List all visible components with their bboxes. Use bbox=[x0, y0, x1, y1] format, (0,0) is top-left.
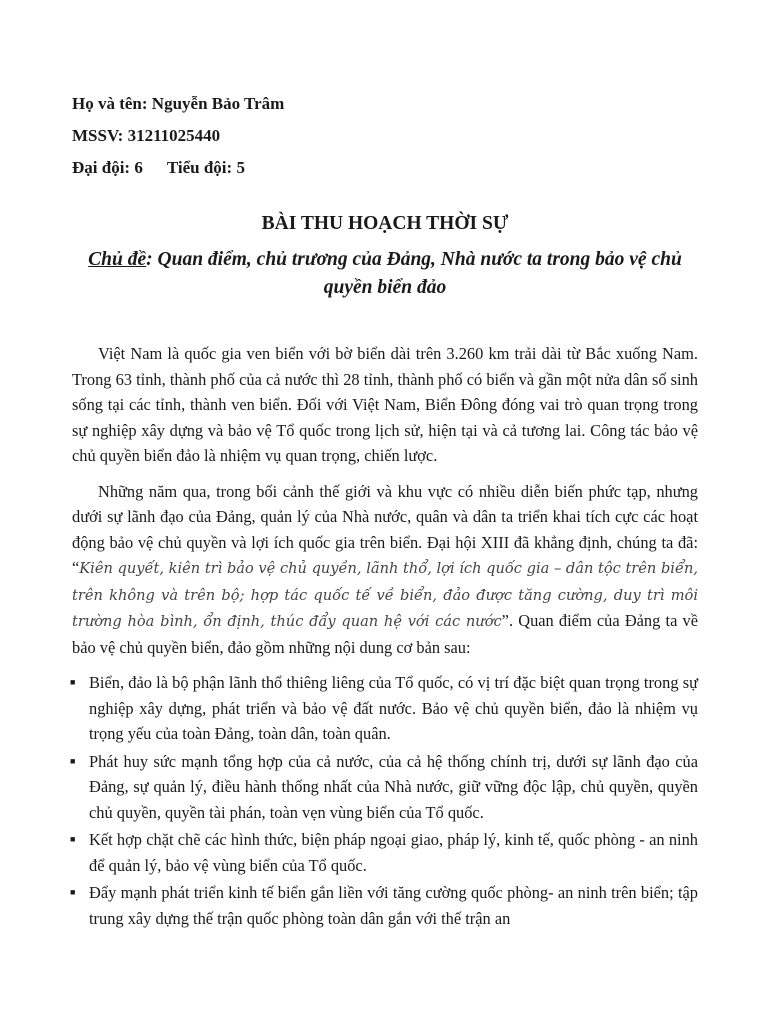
list-item-text: Đẩy mạnh phát triển kinh tế biển gắn liền với tăng cường quốc phòng- an ninh trên biển; tập trung xây dựng thế trận quốc phòng toàn dân gắn với thế trận an bbox=[89, 883, 698, 928]
topic-text: : Quan điểm, chủ trương của Đảng, Nhà nước ta trong bảo vệ chủ quyền biển đảo bbox=[146, 249, 682, 298]
list-item bbox=[72, 749, 698, 826]
student-name-text: Họ và tên: Nguyễn Bảo Trâm bbox=[72, 94, 285, 113]
congress-quote: Kiên quyết, kiên trì bảo vệ chủ quyền, lãnh thổ, lợi ích quốc gia – dân tộc trên biển, trên không và trên bộ; hợp tác quốc tế về biển, đảo được tăng cường, duy trì môi trường hòa bình, ổn định, thúc đẩy quan hệ với các nước bbox=[72, 560, 698, 630]
paragraph-intro: Việt Nam là quốc gia ven biển với bờ biển dài trên 3.260 km trải dài từ Bắc xuống Nam. Trong 63 tỉnh, thành phố của cả nước thì 28 tỉnh, thành phố có biển và gần một nửa dân số sinh sống tại các tỉnh, thành ven biển. Đối với Việt Nam, Biển Đông đóng vai trò quan trọng trong sự nghiệp xây dựng và bảo vệ Tổ quốc trong lịch sử, hiện tại và cả tương lai. Công tác bảo vệ chủ quyền biển đảo là nhiệm vụ quan trọng, chiến lược. bbox=[72, 344, 698, 465]
student-name-line bbox=[72, 88, 698, 120]
bullet-square-icon: ■ bbox=[70, 677, 76, 687]
topic-label: Chủ đề bbox=[88, 249, 147, 270]
list-item-text: Phát huy sức mạnh tổng hợp của cả nước, của cả hệ thống chính trị, dưới sự lãnh đạo của Đảng, sự quản lý, điều hành thống nhất của Nhà nước, giữ vững độc lập, chủ quyền, quyền chủ quyền, quyền tài phán, toàn vẹn vùng biển của Tổ quốc. bbox=[89, 751, 698, 822]
student-id-line bbox=[72, 120, 698, 152]
list-item-text: Biển, đảo là bộ phận lãnh thổ thiêng liêng của Tổ quốc, có vị trí đặc biệt quan trọng trong sự nghiệp xây dựng, phát triển và bảo vệ đất nước. Bảo vệ chủ quyền biển, đảo là nhiệm vụ trọng yếu của toàn Đảng, toàn dân, toàn quân. bbox=[89, 673, 698, 743]
paragraph-congress-tail: ”. Quan điểm của Đảng ta về bảo vệ chủ quyền biển, đảo gồm những nội dung cơ bản sau: bbox=[72, 611, 699, 657]
paragraph-congress bbox=[72, 479, 698, 661]
list-item-text: Kết hợp chặt chẽ các hình thức, biện pháp ngoại giao, pháp lý, kinh tế, quốc phòng - an ninh để quản lý, bảo vệ vùng biển của Tổ quốc. bbox=[89, 830, 698, 875]
list-item bbox=[72, 880, 698, 931]
list-item bbox=[72, 827, 698, 878]
paragraph-congress-lead: Những năm qua, trong bối cảnh thế giới và khu vực có nhiều diễn biến phức tạp, nhưng dưới sự lãnh đạo của Đảng, quản lý của Nhà nước, quân và dân ta triển khai tích cực các hoạt động bảo vệ chủ quyền và lợi ích quốc gia trên biển. Đại hội XIII đã khẳng định, chúng ta đã: “ bbox=[72, 481, 698, 577]
viewpoint-list bbox=[72, 670, 698, 931]
unit-line bbox=[72, 152, 698, 184]
document-title: BÀI THU HOẠCH THỜI SỰ bbox=[261, 213, 509, 234]
company-text: Đại đội: 6 bbox=[72, 158, 143, 177]
document-page bbox=[72, 88, 698, 933]
topic-heading bbox=[72, 246, 698, 302]
list-item bbox=[72, 670, 698, 747]
student-id-text: MSSV: 31211025440 bbox=[72, 126, 221, 145]
bullet-square-icon: ■ bbox=[70, 834, 76, 844]
bullet-square-icon: ■ bbox=[70, 755, 76, 766]
squad-text: Tiểu đội: 5 bbox=[166, 158, 245, 177]
bullet-square-icon: ■ bbox=[70, 887, 76, 897]
